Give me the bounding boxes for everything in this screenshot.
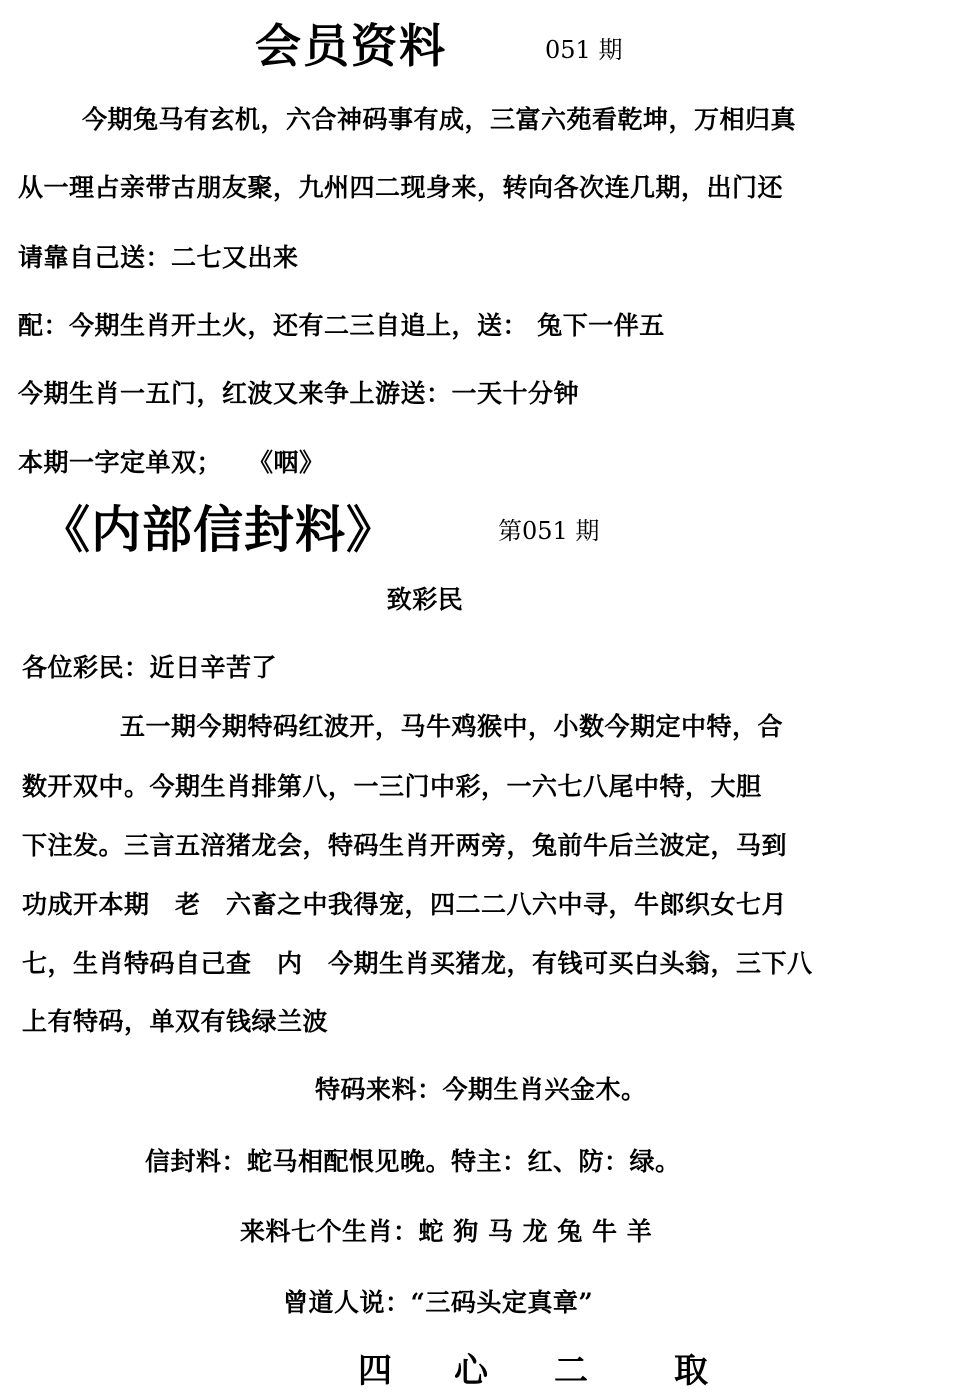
poem-line: 从一理占亲带古朋友聚，九州四二现身来，转向各次连几期，出门还: [18, 173, 784, 202]
closing-char: 二: [554, 1351, 588, 1391]
body-line: 上有特码，单双有钱绿兰波: [22, 1007, 329, 1036]
poem-line: 配：今期生肖开土火，还有二三自追上，送： 兔下一伴五: [18, 311, 665, 340]
poem-line: 请靠自己送：二七又出来: [18, 243, 299, 272]
closing-char: 心: [454, 1351, 488, 1391]
poem-line: 今期兔马有玄机，六合神码事有成，三富六苑看乾坤，万相归真: [82, 105, 797, 134]
issue-number-2: 第051 期: [498, 517, 600, 545]
closing-signature: [358, 1343, 708, 1392]
page-title: 会员资料: [255, 19, 447, 73]
center-line: 来料七个生肖：蛇 狗 马 龙 兔 牛 羊: [240, 1217, 653, 1246]
center-line: 特码来料：今期生肖兴金木。: [315, 1075, 647, 1104]
body-line: 七，生肖特码自己查 内 今期生肖买猪龙，有钱可买白头翁，三下八: [22, 949, 813, 978]
poem-line: 本期一字定单双； 《咽》: [18, 448, 325, 477]
poem-line: 今期生肖一五门，红波又来争上游送：一天十分钟: [18, 379, 580, 408]
closing-char: 四: [358, 1351, 392, 1391]
body-line: 功成开本期 老 六畜之中我得宠，四二二八六中寻，牛郎织女七月: [22, 890, 788, 919]
letter-greeting: 各位彩民：近日辛苦了: [22, 653, 278, 682]
closing-char: 取: [674, 1351, 708, 1391]
body-line: 五一期今期特码红波开，马牛鸡猴中，小数今期定中特，合: [120, 712, 784, 741]
issue-number: 051 期: [545, 36, 623, 64]
section-title: 《内部信封料》: [40, 500, 397, 559]
letter-heading: 致彩民: [386, 585, 464, 614]
body-line: 数开双中。今期生肖排第八，一三门中彩，一六七八尾中特，大胆: [22, 772, 762, 801]
body-line: 下注发。三言五涪猪龙会，特码生肖开两旁，兔前牛后兰波定，马到: [22, 831, 788, 860]
center-line: 曾道人说：“三码头定真章”: [283, 1288, 594, 1317]
center-line: 信封料：蛇马相配恨见晚。特主：红、防：绿。: [145, 1147, 681, 1176]
